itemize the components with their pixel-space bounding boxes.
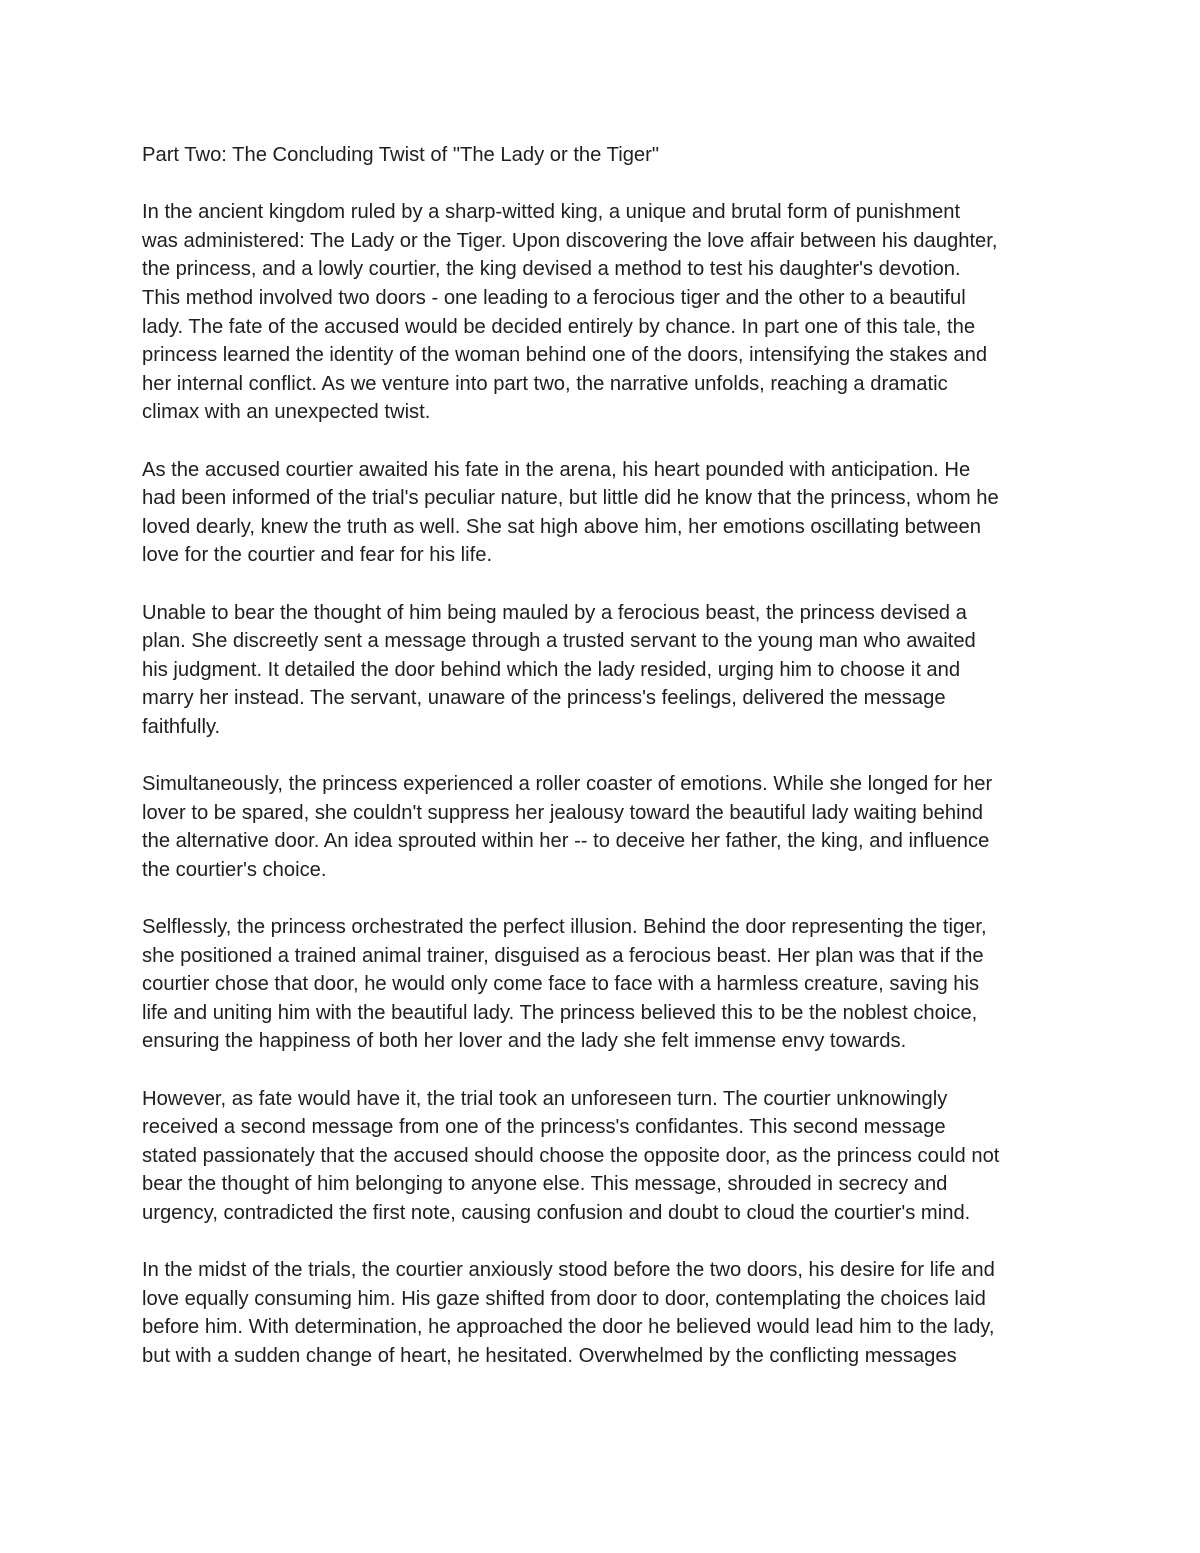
text-line: This method involved two doors - one leading to a ferocious tiger and the other to a beautiful bbox=[142, 286, 966, 309]
text-line: her internal conflict. As we venture into part two, the narrative unfolds, reaching a dramatic bbox=[142, 372, 948, 395]
text-line: In the midst of the trials, the courtier anxiously stood before the two doors, his desire for life and bbox=[142, 1259, 995, 1282]
text-line: Unable to bear the thought of him being mauled by a ferocious beast, the princess devised a bbox=[142, 601, 967, 624]
text-line: before him. With determination, he approached the door he believed would lead him to the lady, bbox=[142, 1316, 995, 1339]
paragraph-list bbox=[142, 198, 1062, 1370]
paragraph bbox=[142, 770, 1062, 884]
document-title: Part Two: The Concluding Twist of "The Lady or the Tiger" bbox=[142, 144, 660, 166]
paragraph bbox=[142, 913, 1062, 1056]
text-line: faithfully. bbox=[142, 715, 221, 738]
text-line: received a second message from one of the princess's confidantes. This second message bbox=[142, 1116, 946, 1139]
text-line: love equally consuming him. His gaze shifted from door to door, contemplating the choices laid bbox=[142, 1287, 986, 1310]
text-line: was administered: The Lady or the Tiger. Upon discovering the love affair between his daughter, bbox=[142, 229, 998, 252]
paragraph bbox=[142, 1256, 1062, 1370]
text-line: marry her instead. The servant, unaware of the princess's feelings, delivered the message bbox=[142, 687, 946, 710]
paragraph bbox=[142, 599, 1062, 742]
text-line: love for the courtier and fear for his life. bbox=[142, 544, 493, 567]
text-line: urgency, contradicted the first note, causing confusion and doubt to cloud the courtier's mind. bbox=[142, 1201, 971, 1224]
text-line: courtier chose that door, he would only come face to face with a harmless creature, saving his bbox=[142, 973, 980, 996]
text-line: his judgment. It detailed the door behind which the lady resided, urging him to choose it and bbox=[142, 658, 961, 681]
text-line: princess learned the identity of the woman behind one of the doors, intensifying the stakes and bbox=[142, 344, 988, 367]
paragraph bbox=[142, 198, 1062, 427]
text-line: the alternative door. An idea sprouted within her -- to deceive her father, the king, and influence bbox=[142, 830, 990, 853]
paragraph bbox=[142, 1085, 1062, 1228]
text-line: lady. The fate of the accused would be decided entirely by chance. In part one of this tale, the bbox=[142, 315, 976, 338]
text-line: ensuring the happiness of both her lover and the lady she felt immense envy towards. bbox=[142, 1030, 907, 1053]
text-line: the princess, and a lowly courtier, the king devised a method to test his daughter's devotion. bbox=[142, 258, 961, 281]
text-line: As the accused courtier awaited his fate in the arena, his heart pounded with anticipation. He bbox=[142, 458, 971, 481]
text-line: climax with an unexpected twist. bbox=[142, 401, 431, 424]
text-line: lover to be spared, she couldn't suppress her jealousy toward the beautiful lady waiting behind bbox=[142, 801, 984, 824]
text-line: loved dearly, knew the truth as well. She sat high above him, her emotions oscillating between bbox=[142, 515, 981, 538]
text-line: Selflessly, the princess orchestrated the perfect illusion. Behind the door representing the tiger, bbox=[142, 916, 987, 939]
text-line: the courtier's choice. bbox=[142, 858, 327, 881]
text-line: had been informed of the trial's peculiar nature, but little did he know that the princess, whom he bbox=[142, 487, 999, 510]
text-line: Simultaneously, the princess experienced a roller coaster of emotions. While she longed for her bbox=[142, 773, 993, 796]
text-line: stated passionately that the accused should choose the opposite door, as the princess could not bbox=[142, 1144, 1000, 1167]
text-line: In the ancient kingdom ruled by a sharp-witted king, a unique and brutal form of punishment bbox=[142, 201, 961, 224]
text-line: plan. She discreetly sent a message through a trusted servant to the young man who awaited bbox=[142, 630, 976, 653]
text-line: bear the thought of him belonging to anyone else. This message, shrouded in secrecy and bbox=[142, 1173, 948, 1196]
paragraph bbox=[142, 456, 1062, 570]
text-line: However, as fate would have it, the trial took an unforeseen turn. The courtier unknowingly bbox=[142, 1087, 948, 1110]
document-body bbox=[142, 141, 1062, 1399]
text-line: but with a sudden change of heart, he hesitated. Overwhelmed by the conflicting messages bbox=[142, 1344, 957, 1367]
text-line: she positioned a trained animal trainer, disguised as a ferocious beast. Her plan was that if the bbox=[142, 944, 984, 967]
text-line: life and uniting him with the beautiful lady. The princess believed this to be the noblest choice, bbox=[142, 1001, 978, 1024]
